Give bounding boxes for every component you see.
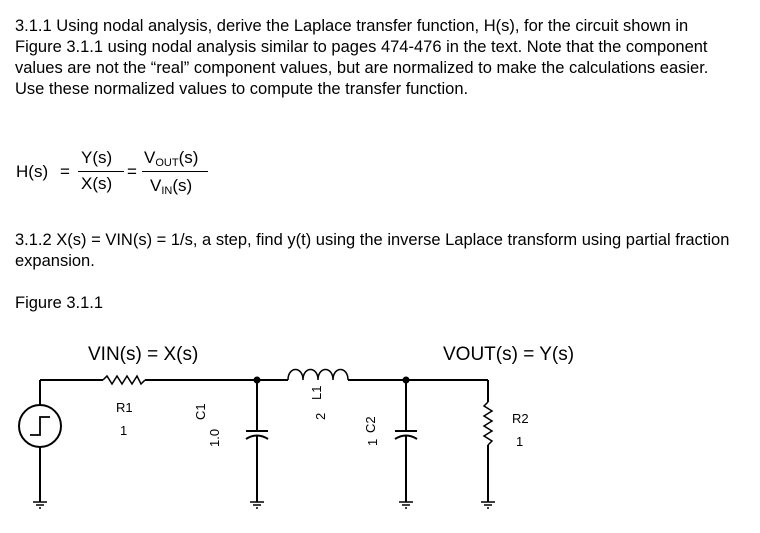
c2-value: 1 <box>365 438 380 446</box>
problem-part-1: 3.1.1 Using nodal analysis, derive the Laplace transfer function, H(s), for the circuit shown in Figure 3.1.1 using nodal analysis similar to pages 474-476 in the text. Note that the component values are not the “real” component values, but are normalized to make the calculations easier. Use these normalized values to compute the transfer function. <box>15 17 709 98</box>
figure-label: Figure 3.1.1 <box>15 294 104 312</box>
r1-name: R1 <box>116 400 133 415</box>
node-c2 <box>403 377 410 384</box>
vout-v: V <box>144 148 156 167</box>
inductor-l1 <box>288 370 348 381</box>
ground-c2-icon <box>399 502 413 508</box>
vin-subscript: IN <box>161 185 173 197</box>
equation-denominator-x: X(s) <box>81 174 113 193</box>
step-source-glyph <box>30 417 50 435</box>
vin-v: V <box>150 176 162 195</box>
l1-name: L1 <box>309 385 324 400</box>
node-c1 <box>254 377 261 384</box>
problem-part-2: 3.1.2 X(s) = VIN(s) = 1/s, a step, find y(t) using the inverse Laplace transform using partial fraction expansion. <box>15 231 730 270</box>
ground-source-icon <box>33 502 47 508</box>
equation-lhs: H(s) <box>16 162 49 181</box>
vin-label: VIN(s) = X(s) <box>88 344 199 365</box>
r2-value: 1 <box>516 434 524 449</box>
c2-name: C2 <box>363 416 378 433</box>
l1-value: 2 <box>313 412 328 420</box>
r2-name: R2 <box>512 411 529 426</box>
equation-equals-2: = <box>127 162 137 181</box>
c1-value: 1.0 <box>207 428 222 447</box>
r1-value: 1 <box>120 423 128 438</box>
vout-subscript: OUT <box>155 157 179 169</box>
ground-c1-icon <box>250 502 264 508</box>
c1-name: C1 <box>193 403 208 420</box>
equation-numerator-y: Y(s) <box>81 148 113 167</box>
ground-r2-icon <box>481 502 495 508</box>
equation-equals-1: = <box>60 162 70 181</box>
vout-rest: (s) <box>178 148 199 167</box>
vout-label: VOUT(s) = Y(s) <box>443 344 575 365</box>
vin-rest: (s) <box>172 176 193 195</box>
resistor-r1 <box>103 376 145 384</box>
resistor-r2 <box>484 402 492 445</box>
